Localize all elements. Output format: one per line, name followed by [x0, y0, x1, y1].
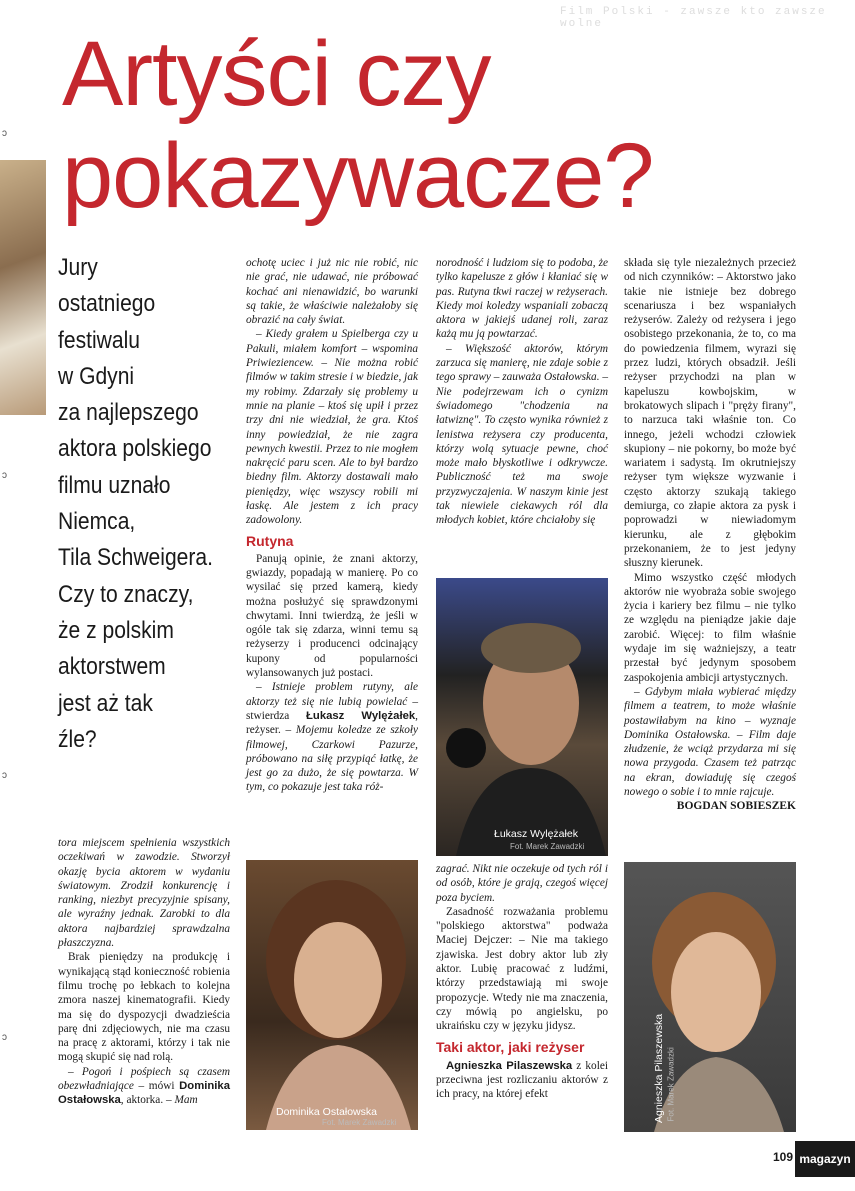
subheading-rutyna: Rutyna: [246, 532, 294, 549]
margin-mark: ɔ: [2, 128, 7, 139]
magazine-brand: magazyn: [795, 1141, 855, 1177]
photo-credit: Fot. Marek Zawadzki: [322, 1118, 397, 1127]
paragraph-text: tora miejscem spełnienia wszystkich oczekiwań w zawodzie. Stworzył okazję bycia aktorem w wydaniu światowym. Zrodził konkurencję i ranking, niezbyt precyzyjnie spisany, ale wyraźny jednak. Zarobki to dla aktora najbardziej sprawdzalna płaszczyzna.: [58, 837, 230, 950]
title-line-2: pokazywacze?: [62, 125, 654, 227]
lead-line: Tila Schweigera.: [58, 544, 213, 572]
paragraph: [436, 256, 608, 342]
paragraph: [58, 1065, 230, 1108]
quote-text: – Istnieje problem rutyny, ale aktorzy też się nie lubią powielać: [246, 681, 418, 708]
lead-line: ostatniego: [58, 290, 156, 318]
author-signature: BOGDAN SOBIESZEK: [676, 800, 796, 813]
text: z kolei przeciwna jest rozliczaniu aktorów z ich pracy, na której efekt: [436, 1059, 608, 1101]
person-name: Dominika Ostałowska: [58, 1080, 230, 1107]
quote-text: – Pogoń i pośpiech są czasem obezwładniające: [58, 1065, 230, 1093]
text: – stwierdza: [246, 695, 418, 722]
portrait-illustration: [436, 578, 608, 856]
column-1-bottom: [58, 836, 230, 1108]
page-number: 109: [772, 1150, 793, 1164]
margin-mark: ɔ: [2, 1032, 7, 1043]
lead-line: jest aż tak: [58, 689, 153, 717]
lead-line: Jury: [58, 254, 98, 281]
paragraph-text: zagrać. Nikt nie oczekuje od tych ról i od osób, które je grają, czegoś więcej poza byciem.: [436, 863, 608, 904]
margin-mark: ɔ: [2, 770, 7, 781]
column-4: [624, 256, 796, 814]
person-name: Łukasz Wylężałek: [306, 709, 416, 722]
lead-line: aktorstwem: [58, 653, 166, 681]
column-3-bottom: [436, 862, 608, 1101]
paragraph-text: – Gdybym miała wybierać między filmem a teatrem, to może właśnie postawiłabym na kino – wyznaje Dominika Ostałowska. – Film daje złudzenie, że wciąż przydarza mi się nowa przygoda. Czasem też patrząc na ekran, dowiaduję się czegoś nowego o sobie i to mnie rajcuje.: [624, 685, 796, 798]
paragraph: [246, 680, 418, 794]
photo-caption: Dominika Ostałowska: [276, 1106, 377, 1118]
paragraph: Panują opinie, że znani aktorzy, gwiazdy, popadają w manierę. Po co wysilać się przed kamerą, kiedy można posłużyć się sprawdzonymi chwytami. Inni twierdzą, że jeśli w ogóle tak się zdarza, winni temu są reżyserzy i producenci odcinający kupony od popularności wylansowanych już postaci.: [246, 552, 418, 680]
lead-line: że z polskim: [58, 616, 174, 644]
lead-line: w Gdyni: [58, 362, 135, 390]
text: – mówi: [133, 1080, 180, 1093]
text: , reżyser. –: [246, 709, 418, 737]
paragraph: [624, 685, 796, 799]
paragraph: [624, 256, 796, 571]
paragraph: Brak pieniędzy na produkcję i wynikającą stąd konieczność robienia filmu trochę po łebkach to kolejna zmora naszej kinematografii. Kiedy ma się do dyspozycji dwadzieścia parę dni zdjęciowych, nie ma czasu na pracę z aktorami, którzy i tak nie mogą skupić się nad rolą.: [58, 951, 230, 1064]
lead-line: Czy to znaczy,: [58, 580, 194, 608]
paragraph-text: składa się tyle niezależnych przecież od nich czynników: – Aktorstwo jako takie nie istnieje bez dobrego scenariusza i bez wspaniałych reżyserów. Zależy od reżysera i jego osobistego przekonania, że to, co ma do powiedzenia filmem, wyrazi się przez ludzi, których obsadził. Jeśli reżyser przychodzi na plan w kapeluszu kowbojskim, w brokatowych slipach i "pręży firany", to narzuca taki właśnie ton. Co innego, jeżeli wchodzi człowiek skupiony – nie pokorny, bo może być wariatem i sadystą. Im okrutniejszy reżyser tym większe wyzwanie i często aktorzy szukają takiego demiurga, co złapie aktora za pysk i poprowadzi w niewiadomym kierunku, ale z głębokim przekonaniem, że to jest jedyny słuszny kierunek.: [624, 257, 796, 570]
article-title: [62, 23, 782, 227]
quote-text: Mojemu koledze ze szkoły filmowej, Czarkowi Pazurze, próbowano na siłę przypiąć łatkę, że jest go za dużo, że się powtarza. W tym, co pokazuje jest taka róż-: [246, 724, 419, 794]
lead-line: źle?: [58, 725, 97, 753]
lead-line: Niemca,: [58, 508, 136, 536]
paragraph-text: – Kiedy grałem u Spielberga czy u Pakuli, miałem komfort – wspomina Priwieziencew. – Nie można robić filmów w takim stresie i w biedzie, jak my robimy. Zdarzały się problemy u mnie na planie – ktoś się upił i przez trzy dni nie wiedział, że gra. Ktoś inny powiedział, że nie zagra pewnych kwestii. Przez to nie mogłem nakręcić paru scen. Ale to był bardzo biedny film. Aktorzy dostawali mało pieniędzy, więc wszyscy robili mi łaskę. Ale jestem z ich pracy zadowolony.: [246, 328, 418, 527]
lead-line: filmu uznało: [58, 471, 171, 499]
paragraph: Mimo wszystko część młodych aktorów nie wyobraża sobie swojego życia i kariery bez filmu – nie tylko ze względu na pieniądze jakie daje zarobić. Więcej: to film właśnie wydaje im się ważniejszy, a teatr przestał być jedynym sposobem zaspokojenia ambicji artystycznych.: [624, 571, 796, 684]
quote-text: Mam: [174, 1094, 198, 1107]
person-name: Agnieszka Pilaszewska: [446, 1059, 573, 1072]
edge-photo-fragment: [0, 160, 46, 415]
photo-pilaszewska: [624, 862, 796, 1132]
lead-line: za najlepszego: [58, 399, 199, 427]
photo-wylezalek: [436, 578, 608, 856]
paragraph-text: – Większość aktorów, którym zarzuca się manierę, nie zdaje sobie z tego sprawy – zauważa Ostałowska. – Nie podejrzewam ich o cynizm świadomego "chodzenia na łatwiznę". To często wynika również z lenistwa reżysera czy producenta, którzy wolą sytuacje pewne, choć może mało błyskotliwe i odkrywcze. Publiczność też ma swoje przyzwyczajenia. W naszym kinie jest tak niewiele ciekawych ról dla młodych kobiet, które chciałoby się: [436, 342, 608, 527]
paragraph: [436, 862, 608, 905]
paragraph: [246, 327, 418, 527]
paragraph: [58, 836, 230, 950]
column-3: [436, 256, 608, 528]
faded-header-text: Film Polski - zawsze kto zawsze wolne: [560, 6, 827, 30]
photo-caption: Agnieszka Pilaszewska: [653, 1013, 665, 1123]
lead-line: festiwalu: [58, 326, 140, 354]
column-2: [246, 256, 418, 795]
paragraph: [436, 342, 608, 528]
lead-paragraph: [58, 250, 213, 758]
paragraph: Zasadność rozważania problemu "polskiego aktorstwa" podważa Maciej Dejczer: – Nie ma takiego zjawiska. Jest dobry aktor lub zły aktor. Lubię pracować z ludźmi, którzy przedstawiają mi swoje propozycje. Wtedy nie ma znaczenia, czy mówią po angielsku, po ukraińsku czy w języku jidysz.: [436, 905, 608, 1033]
paragraph-text: ochotę uciec i już nic nie robić, nic nie grać, nie udawać, nie próbować kochać ani nienawidzić, bo warunki są takie, że właściwie należałoby się obrazić na cały świat.: [246, 257, 418, 327]
text: , aktorka. –: [120, 1094, 175, 1107]
photo-credit: Fot. Marek Zawadzki: [666, 1047, 676, 1122]
lead-line: aktora polskiego: [58, 435, 212, 463]
portrait-illustration: [624, 862, 796, 1132]
portrait-illustration: [246, 860, 418, 1130]
paragraph-text: norodność i ludziom się to podoba, że tylko kapelusze z głów i kłaniać się w pas. Rutyna tkwi raczej w reżyserach. Kiedy moi koledzy wspaniali zobaczą aktora w jakiejś udanej roli, zaraz każą mu ją powtarzać.: [436, 257, 608, 341]
subheading-taki-aktor: Taki aktor, jaki reżyser: [436, 1038, 585, 1055]
paragraph: [436, 1059, 608, 1102]
photo-ostalowska: [246, 860, 418, 1130]
photo-caption: Łukasz Wylężałek: [494, 828, 578, 840]
paragraph: [246, 256, 418, 327]
margin-mark: ɔ: [2, 470, 7, 481]
title-line-1: Artyści czy: [62, 23, 491, 125]
photo-credit: Fot. Marek Zawadzki: [510, 842, 585, 851]
